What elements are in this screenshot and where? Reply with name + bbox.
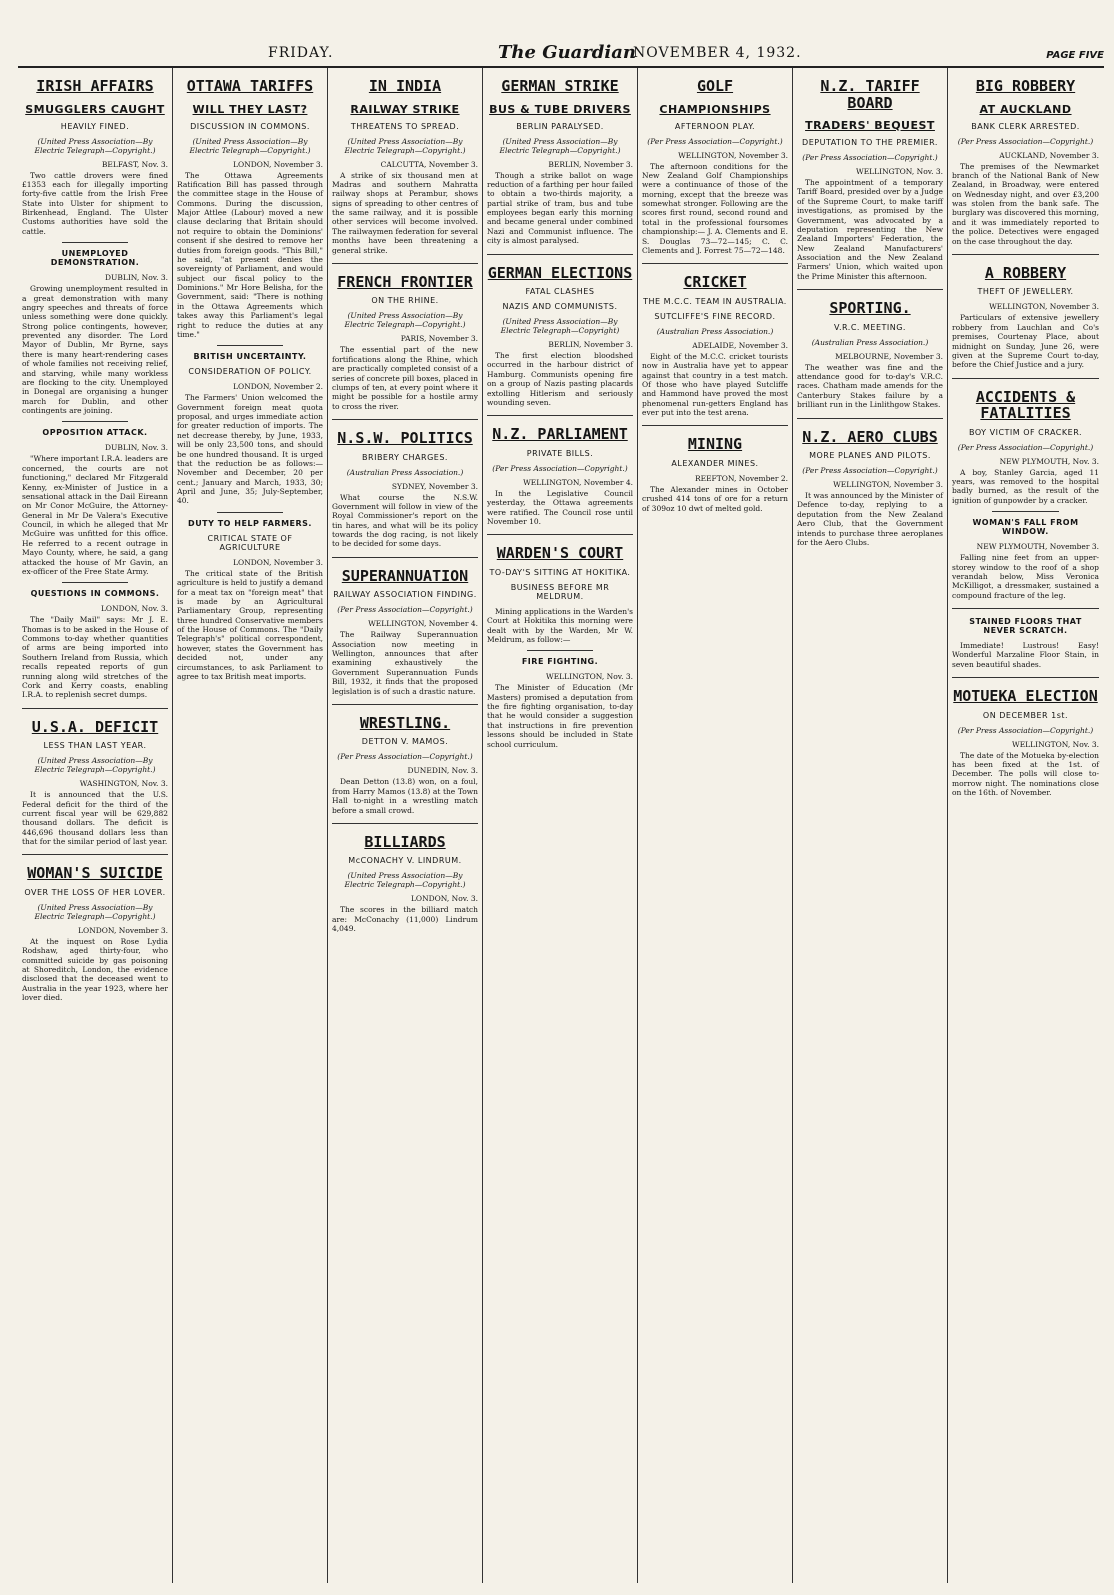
article-body: The appointment of a temporary Tariff Board, presided over by a Judge of the Supreme Court, to make tariff investigations, as promised by the Government, was advocated by a deputation representing the New Zealand Importers' Federation, the New Zealand Manufacturers' Association and the New Zealand Farmers' Union, which waited upon the Prime Minister this afternoon.	[797, 178, 943, 281]
section-heading: DUTY TO HELP FARMERS.	[188, 518, 312, 528]
kicker: ALEXANDER MINES.	[671, 458, 759, 468]
dateline: BERLIN, November 3.	[548, 340, 633, 349]
kicker: ON THE RHINE.	[371, 296, 439, 306]
article-body: Dean Detton (13.8) won, on a foul, from Harry Mamos (13.8) at the Town Hall to-night in a wrestling match before a small crowd.	[332, 777, 478, 815]
credit-line: (Australian Press Association.)	[811, 337, 929, 347]
dateline: LONDON, November 3.	[78, 925, 168, 935]
article-body: Growing unemployment resulted in a great demonstration with many angry speeches and threats of force unless something were done quickly. Strong police contingents, however, prevented any disorder. The Lord Mayor of Dublin, Mr Byrne, says there is many heart-rendering cases of whole families not receiving relief, and starving, while many workless are flocking to the city. Unemployed in Donegal are organising a hunger march for Dublin, and other contingents are joining.	[22, 284, 168, 415]
dateline: WELLINGTON, November 4.	[368, 619, 478, 629]
subheadline: WILL THEY LAST?	[192, 102, 308, 116]
divider	[992, 511, 1058, 512]
kicker: TO-DAY'S SITTING AT HOKITIKA.	[489, 567, 631, 577]
section-heading: QUESTIONS IN COMMONS.	[30, 589, 160, 599]
divider	[487, 254, 633, 255]
article-body: A boy, Stanley Garcia, aged 11 years, was removed to the hospital badly burned, as the result of the ignition of gunpowder by a cracker.	[952, 467, 1099, 505]
subheadline: SMUGGLERS CAUGHT	[25, 102, 165, 116]
article-body: What course the N.S.W. Government will follow in view of the Royal Commissioner's report on the tin hares, and what will be its policy towards the dog racing, is not likely to be decided for some days.	[332, 492, 478, 549]
kicker: BERLIN PARALYSED.	[516, 121, 604, 131]
headline: WRESTLING.	[359, 713, 451, 732]
headline: N.Z. AERO CLUBS	[802, 427, 938, 446]
credit-line: (United Press Association—By Electric Telegraph—Copyright.)	[34, 136, 156, 155]
kicker: RAILWAY ASSOCIATION FINDING.	[333, 590, 477, 600]
section-heading: BRITISH UNCERTAINTY.	[193, 352, 307, 362]
article-body: The "Daily Mail" says: Mr J. E. Thomas is to be asked in the House of Commons to-day whether quantities of arms are being imported into Southern Ireland from Russia, which recalls repeated reports of gun running along wild stretches of the Cork and Kerry coasts, enabling I.R.A. to replenish secret dumps.	[22, 615, 168, 700]
dateline: WELLINGTON, Nov. 3.	[1011, 739, 1099, 749]
dateline: CALCUTTA, November 3.	[380, 159, 478, 169]
dateline: WELLINGTON, November 3.	[833, 480, 943, 489]
headline: N.Z. TARIFF BOARD	[820, 77, 920, 112]
credit-line: (Australian Press Association.)	[346, 467, 464, 477]
article-body: The scores in the billiard match are: McConachy (11,000) Lindrum 4,049.	[332, 905, 478, 934]
dateline: MELBOURNE, November 3.	[835, 351, 943, 361]
column-golf	[638, 68, 793, 1583]
divider	[62, 242, 128, 243]
divider	[797, 289, 943, 290]
kicker: BRIBERY CHARGES.	[362, 452, 448, 462]
headline: MINING	[687, 435, 743, 454]
kicker: OVER THE LOSS OF HER LOVER.	[24, 887, 166, 897]
column-big-robbery	[948, 68, 1103, 1583]
headline: WARDEN'S COURT	[496, 544, 624, 563]
subheadline: TRADERS' BEQUEST	[805, 119, 935, 132]
article-body: Falling nine feet from an upper-storey window to the roof of a shop verandah below, Miss Veronica McKilligot, a dressmaker, sustained a compound fracture of the leg.	[952, 553, 1099, 600]
kicker: McCONACHY V. LINDRUM.	[348, 856, 462, 866]
credit-line: (United Press Association—By Electric Telegraph—Copyright.)	[34, 902, 156, 921]
dateline: DUBLIN, Nov. 3.	[105, 443, 168, 453]
divider	[642, 425, 788, 426]
article-body: The Alexander mines in October crushed 414 tons of ore for a return of 309oz 10 dwt of melted gold.	[642, 484, 788, 513]
divider	[952, 677, 1099, 678]
divider	[332, 704, 478, 705]
headline: IN INDIA	[368, 77, 442, 95]
article-body: The Farmers' Union welcomed the Government foreign meat quota proposal, and urges immediate action for greater reduction of imports. The net decrease thereby, by June, 1933, will be only 23,500 tons, and should be one hundred thousand. It is urged that the reduction be as follows:—November and December, 20 per cent.; January and March, 1933, 30; April and June, 35; July-September, 40.	[177, 393, 323, 506]
headline: OTTAWA TARIFFS	[186, 77, 314, 95]
divider	[952, 608, 1099, 609]
divider	[22, 854, 168, 855]
masthead-page-number: PAGE FIVE	[1046, 50, 1104, 61]
headline: MOTUEKA ELECTION	[953, 687, 1098, 706]
section-heading: FIRE FIGHTING.	[521, 657, 599, 667]
dateline: WELLINGTON, Nov. 3.	[545, 672, 633, 682]
dateline: LONDON, Nov. 3.	[410, 894, 478, 904]
advertisement-heading: STAINED FLOORS THAT NEVER SCRATCH.	[969, 617, 1082, 635]
dateline: AUCKLAND, November 3.	[999, 150, 1099, 160]
dateline: REEFTON, November 2.	[694, 473, 788, 483]
divider	[952, 378, 1099, 379]
dateline: NEW PLYMOUTH, Nov. 3.	[999, 456, 1099, 466]
kicker: NAZIS AND COMMUNISTS.	[502, 302, 618, 311]
credit-line: (Per Press Association—Copyright.)	[957, 725, 1094, 735]
article-body: "Where important I.R.A. leaders are concerned, the courts are not functioning," declared Mr Fitzgerald Kenny, ex-Minister of Justice in a sensational attack in the Dail Eireann on Mr Conor McGuire, the Attorney-General in Mr De Valera's Executive Council, in which he alleged that Mr McGuire was unfitted for this office. He referred to a recent outrage in Mayo County, where, he said, a gang attacked the house of Mr Gavin, an ex-officer of the Free State Army.	[22, 454, 168, 576]
article-body: Mining applications in the Warden's Court at Hokitika this morning were dealt with by the Warden, Mr W. Meldrum, as follow:—	[487, 606, 633, 644]
dateline: BERLIN, November 3.	[548, 159, 633, 169]
dateline: BELFAST, Nov. 3.	[101, 159, 168, 169]
kicker: CONSIDERATION OF POLICY.	[188, 367, 312, 377]
credit-line: (United Press Association—By Electric Telegraph—Copyright.)	[499, 136, 621, 155]
article-body: It was announced by the Minister of Defence to-day, replying to a deputation from the New Zealand Aero Club, that the Government intends to purchase three aeroplanes for the Aero Clubs.	[797, 491, 943, 547]
article-body: The date of the Motueka by-election has been fixed at the 1st. of December. The polls will close to-morrow night. The nominations close on the 16th. of November.	[952, 750, 1099, 798]
kicker: BUSINESS BEFORE MR MELDRUM.	[510, 582, 610, 601]
article-body: A strike of six thousand men at Madras and southern Mahratta railway shops at Perambur, shows signs of spreading to other centres of the same railway, and it is possible other services will become involved. The railwaymen federation for several months have been threatening a general strike.	[332, 170, 478, 255]
divider	[217, 345, 283, 346]
dateline: LONDON, November 2.	[233, 382, 323, 392]
article-body: Particulars of extensive jewellery robbery from Lauchlan and Co's premises, Courtenay Place, about midnight on Sunday, June 26, were given at the Supreme Court to-day, before the Chief Justice and a jury.	[952, 313, 1099, 370]
divider	[952, 254, 1099, 255]
credit-line: (Australian Press Association.)	[656, 326, 774, 336]
kicker: FATAL CLASHES	[525, 287, 595, 296]
kicker: AFTERNOON PLAY.	[674, 121, 756, 131]
masthead	[18, 36, 1104, 68]
masthead-paper-name: The Guardian	[498, 42, 636, 63]
article-body: Two cattle drovers were fined £1353 each for illegally importing forty-five cattle from the Irish Free State into Ulster for shipment to Birkenhead, England. The Ulster Customs authorities have sold the cattle.	[22, 170, 168, 236]
dateline: NEW PLYMOUTH, November 3.	[976, 542, 1099, 552]
kicker: BANK CLERK ARRESTED.	[971, 121, 1080, 131]
column-ottawa-tariffs	[173, 68, 328, 1583]
divider	[332, 263, 478, 264]
dateline: WASHINGTON, Nov. 3.	[79, 779, 168, 789]
article-body: The Ottawa Agreements Ratification Bill has passed through the committee stage in the House of Commons. During the discussion, Major Attlee (Labour) moved a new clause declaring that Britain should not require to obtain the Dominions' consent if she desired to remove her duties from foreign goods. "This Bill," he said, "at present denies the sovereignty of Parliament, and would subject our fiscal policy to the Dominions." Mr Hore Belisha, for the Government, said: "There is nothing in the Ottawa Agreements which takes away this Parliament's legal right to reduce the duties at any time."	[177, 170, 323, 339]
headline: WOMAN'S SUICIDE	[27, 864, 163, 883]
headline: CRICKET	[683, 273, 747, 292]
kicker: SUTCLIFFE'S FINE RECORD.	[654, 311, 776, 321]
credit-line: (United Press Association—By Electric Telegraph—Copyright)	[500, 317, 620, 335]
dateline: WELLINGTON, November 3.	[678, 150, 788, 160]
divider	[22, 708, 168, 709]
dateline: ADELAIDE, November 3.	[692, 340, 788, 350]
kicker: DETTON V. MAMOS.	[361, 737, 449, 747]
subheadline: RAILWAY STRIKE	[350, 102, 460, 116]
divider	[62, 582, 128, 583]
divider	[642, 263, 788, 264]
article-body: The first election bloodshed occurred in the harbour district of Hamburg. Communists opening fire on a group of Nazis pasting placards extolling Hitlerism and seriously wounding seven.	[487, 351, 633, 407]
section-heading: UNEMPLOYED DEMONSTRATION.	[50, 249, 140, 268]
article-body: At the inquest on Rose Lydia Rodshaw, aged thirty-four, who committed suicide by gas poisoning at Shoreditch, London, the evidence disclosed that the deceased went to Australia in the year 1923, where her lover died.	[22, 936, 168, 1003]
article-body: The critical state of the British agriculture is held to justify a demand for a meat tax on "foreign meat" that is made by an Agricultural Parliamentary Group, representing three hundred Conservative members of the House of Commons. The "Daily Telegraph's" political correspondent, however, states the Government has decided not, under any circumstances, to ask Parliament to agree to tax British meat imports.	[177, 568, 323, 681]
headline: N.S.W. POLITICS	[337, 429, 473, 447]
credit-line: (Per Press Association—Copyright.)	[957, 442, 1094, 452]
article-body: It is announced that the U.S. Federal deficit for the third of the current fiscal year will be 629,882 thousand dollars. The deficit is 446,696 thousand dollars less than that for the similar period of last year.	[22, 790, 168, 846]
dateline: SYDNEY, November 3.	[391, 481, 478, 491]
article-body: Though a strike ballot on wage reduction of a farthing per hour failed to obtain a two-thirds majority, a partial strike of tram, bus and tube employees began early this morning and became general under combined Nazi and Communist influence. The city is almost paralysed.	[487, 170, 633, 246]
divider	[487, 534, 633, 535]
masthead-day: FRIDAY.	[268, 45, 334, 61]
dateline: LONDON, November 3.	[233, 159, 323, 169]
article-body: The weather was fine and the attendance good for to-day's V.R.C. races. Chatham made amends for the Canterbury Stakes failure by a brilliant run in the Linlithgow Stakes.	[797, 362, 943, 410]
divider	[62, 421, 128, 422]
article-body: The Minister of Education (Mr Masters) promised a deputation from the fire fighting organisation, to-day that he would consider a suggestion that instructions in fire prevention lessons should be included in State school curriculum.	[487, 683, 633, 749]
section-heading: WOMAN'S FALL FROM WINDOW.	[972, 518, 1079, 537]
article-body: The premises of the Newmarket branch of the National Bank of New Zealand, in Broadway, were entered on Wednesday night, and over £3,200 was stolen from the bank safe. The burglary was discovered this morning, and it was immediately reported to the police. Detectives were engaged on the case throughout the day.	[952, 161, 1099, 246]
credit-line: (United Press Association—By Electric Telegraph—Copyright.)	[344, 311, 466, 330]
kicker: DISCUSSION IN COMMONS.	[190, 121, 310, 131]
column-german-strike	[483, 68, 638, 1583]
credit-line: (Per Press Association—Copyright.)	[337, 605, 473, 615]
kicker: DEPUTATION TO THE PREMIER.	[802, 138, 938, 147]
kicker: LESS THAN LAST YEAR.	[43, 741, 147, 751]
headline: BIG ROBBERY	[975, 77, 1076, 95]
dateline: LONDON, Nov. 3.	[100, 604, 168, 614]
credit-line: (Per Press Association—Copyright.)	[802, 466, 938, 475]
credit-line: (Per Press Association—Copyright.)	[647, 136, 783, 146]
credit-line: (United Press Association—By Electric Telegraph—Copyright.)	[344, 136, 466, 155]
kicker: BOY VICTIM OF CRACKER.	[968, 427, 1083, 437]
credit-line: (Per Press Association—Copyright.)	[957, 136, 1094, 146]
headline: SUPERANNUATION	[341, 566, 469, 585]
kicker: ON DECEMBER 1st.	[982, 710, 1069, 720]
credit-line: (United Press Association—By Electric Telegraph—Copyright.)	[34, 756, 156, 775]
dateline: WELLINGTON, Nov. 3.	[855, 167, 943, 176]
subheadline: AT AUCKLAND	[979, 102, 1072, 116]
newspaper-columns	[18, 68, 1104, 1583]
headline: SPORTING.	[829, 299, 911, 318]
article-body: The essential part of the new fortifications along the Rhine, which are practically completed consist of a series of concrete pill boxes, placed in clumps of ten, at every point where it might be possible for a hostile army to cross the river.	[332, 345, 478, 411]
divider	[332, 823, 478, 824]
divider	[527, 650, 593, 651]
section-heading: OPPOSITION ATTACK.	[42, 428, 148, 438]
subheadline: BUS & TUBE DRIVERS	[489, 102, 631, 116]
divider	[332, 419, 478, 420]
headline: ACCIDENTS & FATALITIES	[975, 387, 1076, 423]
headline: N.Z. PARLIAMENT	[492, 425, 628, 444]
kicker: PRIVATE BILLS.	[526, 448, 594, 458]
dateline: DUBLIN, Nov. 3.	[105, 273, 168, 283]
divider	[332, 557, 478, 558]
column-india	[328, 68, 483, 1583]
headline: A ROBBERY	[984, 263, 1067, 282]
advertisement-body: Immediate! Lustrous! Easy! Wonderful Marzaline Floor Stain, in seven beautiful shades.	[952, 641, 1099, 669]
dateline: LONDON, November 3.	[233, 557, 323, 567]
column-tariff-board	[793, 68, 948, 1583]
kicker: THEFT OF JEWELLERY.	[977, 287, 1074, 297]
headline: IRISH AFFAIRS	[36, 77, 154, 95]
dateline: DUNEDIN, Nov. 3.	[407, 766, 478, 776]
divider	[217, 512, 283, 513]
column-irish-affairs	[18, 68, 173, 1583]
dateline: WELLINGTON, November 3.	[989, 302, 1099, 312]
masthead-date: NOVEMBER 4, 1932.	[633, 45, 802, 61]
credit-line: (Per Press Association—Copyright.)	[337, 752, 473, 762]
dateline: WELLINGTON, November 4.	[523, 477, 633, 487]
divider	[487, 415, 633, 416]
article-body: The afternoon conditions for the New Zealand Golf Championships were a continuance of those of the morning, except that the breeze was somewhat stronger. Following are the scores first round, second round and total in the professional foursomes championship:— J. A. Clements and E. S. Douglas 73—72—145; C. C. Clements and J. Forrest 75—72—148.	[642, 161, 788, 255]
credit-line: (Per Press Association—Copyright.)	[492, 463, 628, 473]
credit-line: (Per Press Association—Copyright.)	[802, 153, 938, 162]
article-body: Eight of the M.C.C. cricket tourists now in Australia have yet to appear against that country in a test match. Of those who have played Sutcliffe and Hammond have proved the most phenomenal run-getters England has ever put into the test arena.	[642, 351, 788, 417]
subheadline: CHAMPIONSHIPS	[659, 102, 771, 116]
kicker: V.R.C. MEETING.	[834, 322, 906, 332]
kicker: THREATENS TO SPREAD.	[350, 121, 460, 131]
credit-line: (United Press Association—By Electric Telegraph—Copyright.)	[344, 871, 466, 890]
dateline: PARIS, November 3.	[400, 334, 478, 344]
headline: FRENCH FRONTIER	[337, 272, 473, 291]
kicker: CRITICAL STATE OF AGRICULTURE	[207, 533, 293, 552]
headline: GERMAN STRIKE	[501, 77, 619, 95]
kicker: HEAVILY FINED.	[60, 121, 130, 131]
divider	[797, 418, 943, 419]
headline: U.S.A. DEFICIT	[31, 717, 159, 736]
kicker: MORE PLANES AND PILOTS.	[809, 451, 931, 460]
headline: GERMAN ELECTIONS	[487, 263, 633, 282]
headline: GOLF	[696, 77, 734, 95]
article-body: In the Legislative Council yesterday, the Ottawa agreements were ratified. The Council rose until November 10.	[487, 488, 633, 526]
headline: BILLIARDS	[364, 832, 446, 851]
article-body: The Railway Superannuation Association now meeting in Wellington, announces that after examining exhaustively the Government Superannuation Funds Bill, 1932, it finds that the proposed legislation is of such a drastic nature.	[332, 630, 478, 696]
kicker: THE M.C.C. TEAM IN AUSTRALIA.	[643, 296, 787, 306]
credit-line: (United Press Association—By Electric Telegraph—Copyright.)	[189, 136, 311, 155]
